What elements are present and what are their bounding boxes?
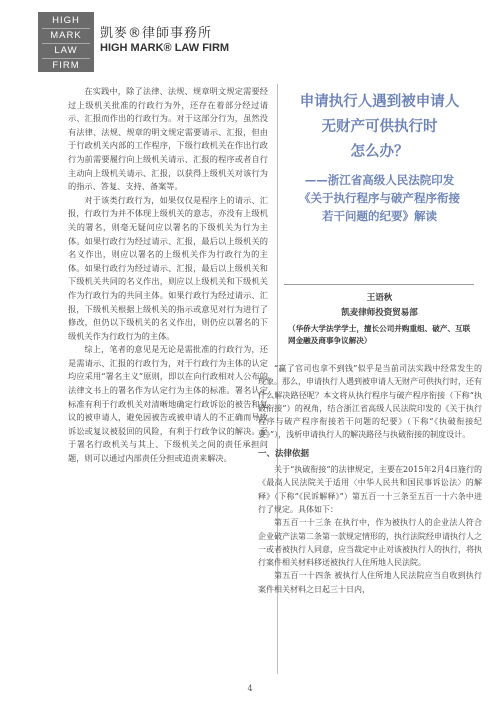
firm-logo <box>38 12 94 72</box>
author-org: 凯麦律师投资贸易部 <box>341 308 418 318</box>
subtitle-line: 《关于执行程序与破产程序衔接 <box>299 191 460 205</box>
title-divider <box>284 284 474 285</box>
firm-name-en: HIGH MARK® LAW FIRM <box>100 42 230 54</box>
intro-paragraph: “赢了官司也拿不到钱”似乎是当前司法实践中经常发生的现象。那么，申请执行人遇到被申请人无财产可供执行时，还有什么解决路径呢？本文将从执行程序与破产程序衔接（下称“执破衔接”）的视角，结合浙江省高级人民法院印发的《关于执行程序与破产程序衔接若干问题的纪要》（下称“《执破衔接纪要》”），浅析申请执行人的解决路径与执破衔接的制度设计。 <box>258 364 482 440</box>
author-block <box>282 292 477 320</box>
body-paragraph: 第五百一十四条 被执行人住所地人民法院应当自收到执行案件相关材料之日起三十日内， <box>258 571 482 594</box>
subtitle-line: 若干问题的纪要》解读 <box>322 209 437 223</box>
left-column <box>68 85 268 466</box>
right-column <box>258 362 482 596</box>
firm-name-cn: 凱麥®律師事務所 <box>100 26 213 41</box>
body-paragraph: 关于“执破衔接”的法律规定，主要在2015年2月4日施行的《最高人民法院关于适用〈中华人民共和国民事诉讼法〉的解释》（下称“《民诉解释》”）第五百一十三条至五百一十六条中进行了规定。具体如下： <box>258 465 482 514</box>
logo-line: FIRM <box>52 60 80 71</box>
article-title <box>282 90 477 225</box>
author-name: 王语秋 <box>366 293 393 303</box>
logo-line: HIGH <box>42 14 90 29</box>
subtitle-line: ——浙江省高级人民法院印发 <box>304 173 455 187</box>
left-paragraph: 对于该类行政行为，如果仅仅是程序上的请示、汇报，行政行为并不体现上级机关的意志，亦没有上级机关的署名，则毫无疑问应以署名的下级机关为行为主体。如果行政行为经过请示、汇报，最后以上级机关的名义作出，则应以署名的上级机关作为行政行为的主体。如果行政行为经过请示、汇报，最后以上级机关和下级机关共同的名义作出，则应以上级机关和下级机关作为行政行为的共同主体。如果行政行为经过请示、汇报，下级机关根据上级机关的指示或意见对行为进行了修改，但仍以下级机关的名义作出，则仍应以署名的下级机关作为行政行为的主体。 <box>68 194 268 341</box>
body-paragraph: 第五百一十三条 在执行中，作为被执行人的企业法人符合企业破产法第二条第一款规定情形的，执行法院经申请执行人之一或者被执行人同意，应当裁定中止对该被执行人的执行，将执行案件相关材料移送被执行人住所地人民法院。 <box>258 518 482 568</box>
left-paragraph: 综上，笔者的意见是无论是需批准的行政行为，还是需请示、汇报的行政行为，对于行政行为主体的认定均应采用“署名主义”原则，即以在向行政相对人公布的法律文书上的署名作为认定行为主体的标准。署名认定标准有利于行政机关对清晰地确定行政诉讼的被告和复议的被申请人，避免因被告或被申请人的不正确而导致诉讼或复议被驳回的风险，有利于行政争议的解决。至于署名行政机关与其上、下级机关之间的责任承担问题，则可以通过内部责任分担或追责来解决。 <box>68 344 268 464</box>
logo-line: MARK <box>42 29 90 44</box>
title-line: 怎么办？ <box>350 144 409 160</box>
author-bio: （华侨大学法学学士，擅长公司并购重组、破产、互联网金融及商事争议解决） <box>288 324 471 345</box>
section-heading: 一、法律依据 <box>258 448 310 459</box>
title-line: 无财产可供执行时 <box>321 119 438 135</box>
logo-line: LAW <box>42 44 90 59</box>
left-paragraph: 在实践中，除了法律、法规、规章明文规定需要经过上级机关批准的行政行为外，还存在着部分经过请示、汇报而作出的行政行为。对于这部分行为，虽然没有法律、法规、规章的明文规定需要请示、汇报，但由于行政机关内部的工作程序，下级行政机关在作出行政行为前需要履行向上级机关请示、汇报的程序或者自行主动向上级机关请示、汇报，以获得上级机关对该行为的指示、答复、支持、备案等。 <box>68 86 268 192</box>
page-number: 4 <box>247 684 253 693</box>
title-line: 申请执行人遇到被申请人 <box>299 94 460 110</box>
